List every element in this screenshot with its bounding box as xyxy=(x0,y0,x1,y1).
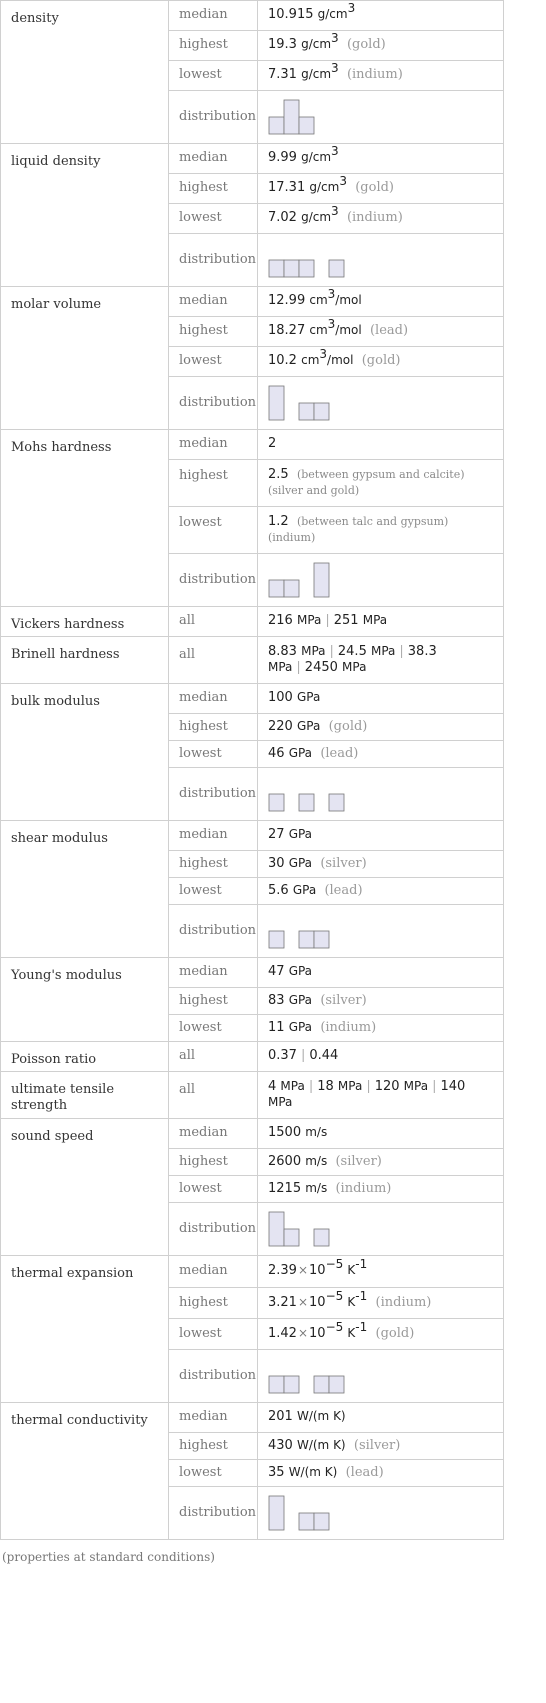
histogram-bar xyxy=(269,117,284,134)
value-cell: 19.3 $g/cm^3$ (gold) xyxy=(258,31,504,61)
histogram-bar xyxy=(314,1513,329,1530)
histogram-bar xyxy=(269,1496,284,1530)
value-cell: 1500 m/s xyxy=(258,1119,504,1149)
stat-label: distribution xyxy=(169,1487,258,1540)
stat-label: all xyxy=(169,637,258,684)
stat-label: highest xyxy=(169,174,258,204)
value-cell: 8.83 MPa | 24.5 MPa | 38.3 MPa | 2450 MPa xyxy=(258,637,504,684)
stat-label: highest xyxy=(169,317,258,347)
histogram-bar xyxy=(284,1376,299,1393)
value-cell: 83 GPa (silver) xyxy=(258,988,504,1015)
histogram-bar xyxy=(329,1376,344,1393)
stat-label: highest xyxy=(169,1149,258,1176)
value-cell: 5.6 GPa (lead) xyxy=(258,878,504,905)
value-cell: 47 GPa xyxy=(258,958,504,988)
stat-label: median xyxy=(169,430,258,460)
histogram-bar xyxy=(299,931,314,948)
histogram-bar xyxy=(284,260,299,277)
value-cell: $3.21\times 10^{-5}$ $K^{-1}$ (indium) xyxy=(258,1288,504,1319)
stat-label: median xyxy=(169,144,258,174)
property-label: molar volume xyxy=(1,287,169,430)
histogram-bar xyxy=(314,1376,329,1393)
stat-label: lowest xyxy=(169,1460,258,1487)
histogram-bar xyxy=(269,931,284,948)
value-cell: 1215 m/s (indium) xyxy=(258,1176,504,1203)
stat-label: distribution xyxy=(169,905,258,958)
stat-label: all xyxy=(169,1072,258,1119)
table-row xyxy=(1,1403,504,1433)
histogram-bar xyxy=(269,386,284,420)
value-cell: 430 W/(m K) (silver) xyxy=(258,1433,504,1460)
histogram-bar xyxy=(269,794,284,811)
histogram-bar xyxy=(314,1229,329,1246)
histogram-bar xyxy=(269,1212,284,1246)
distribution-cell xyxy=(258,1487,504,1540)
stat-label: highest xyxy=(169,31,258,61)
value-cell: 27 GPa xyxy=(258,821,504,851)
property-label: sound speed xyxy=(1,1119,169,1256)
stat-label: median xyxy=(169,1,258,31)
stat-label: distribution xyxy=(169,234,258,287)
histogram-bar xyxy=(329,794,344,811)
property-label: Poisson ratio xyxy=(1,1042,169,1072)
distribution-cell xyxy=(258,768,504,821)
value-cell: 35 W/(m K) (lead) xyxy=(258,1460,504,1487)
stat-label: highest xyxy=(169,1288,258,1319)
histogram-bar xyxy=(284,580,299,597)
distribution-histogram xyxy=(268,241,348,279)
value-cell: 100 GPa xyxy=(258,684,504,714)
table-row xyxy=(1,637,504,684)
stat-label: lowest xyxy=(169,741,258,768)
value-cell: $2.39\times 10^{-5}$ $K^{-1}$ xyxy=(258,1256,504,1288)
stat-label: lowest xyxy=(169,507,258,554)
value-cell: 1.2 (between talc and gypsum) (indium) xyxy=(258,507,504,554)
histogram-bar xyxy=(299,403,314,420)
property-label: thermal conductivity xyxy=(1,1403,169,1540)
distribution-histogram xyxy=(268,912,348,950)
histogram-bar xyxy=(314,403,329,420)
value-cell: 2 xyxy=(258,430,504,460)
property-label: Vickers hardness xyxy=(1,607,169,637)
stat-label: median xyxy=(169,287,258,317)
histogram-bar xyxy=(299,794,314,811)
stat-label: lowest xyxy=(169,878,258,905)
stat-label: distribution xyxy=(169,91,258,144)
value-cell: 46 GPa (lead) xyxy=(258,741,504,768)
value-cell: 30 GPa (silver) xyxy=(258,851,504,878)
value-cell: 2.5 (between gypsum and calcite) (silver and gold) xyxy=(258,460,504,507)
value-cell: 18.27 $cm^3$/mol (lead) xyxy=(258,317,504,347)
stat-label: median xyxy=(169,1256,258,1288)
distribution-cell xyxy=(258,234,504,287)
histogram-bar xyxy=(299,1513,314,1530)
value-cell: 2600 m/s (silver) xyxy=(258,1149,504,1176)
stat-label: median xyxy=(169,1403,258,1433)
table-row xyxy=(1,821,504,851)
stat-label: highest xyxy=(169,851,258,878)
value-cell: 10.2 $cm^3$/mol (gold) xyxy=(258,347,504,377)
table-row xyxy=(1,1119,504,1149)
histogram-bar xyxy=(269,260,284,277)
stat-label: median xyxy=(169,821,258,851)
histogram-bar xyxy=(314,563,329,597)
distribution-histogram xyxy=(268,98,348,136)
value-cell: 12.99 $cm^3$/mol xyxy=(258,287,504,317)
histogram-bar xyxy=(299,117,314,134)
value-cell: 4 MPa | 18 MPa | 120 MPa | 140 MPa xyxy=(258,1072,504,1119)
histogram-bar xyxy=(314,931,329,948)
stat-label: lowest xyxy=(169,1015,258,1042)
value-cell: $1.42\times 10^{-5}$ $K^{-1}$ (gold) xyxy=(258,1319,504,1350)
property-label: Brinell hardness xyxy=(1,637,169,684)
distribution-histogram xyxy=(268,1357,348,1395)
stat-label: highest xyxy=(169,1433,258,1460)
table-row xyxy=(1,684,504,714)
distribution-cell xyxy=(258,554,504,607)
distribution-histogram xyxy=(268,775,348,813)
distribution-cell xyxy=(258,91,504,144)
table-row xyxy=(1,144,504,174)
value-cell: 220 GPa (gold) xyxy=(258,714,504,741)
stat-label: distribution xyxy=(169,554,258,607)
property-label: ultimate tensile strength xyxy=(1,1072,169,1119)
stat-label: highest xyxy=(169,460,258,507)
stat-label: all xyxy=(169,1042,258,1072)
table-row xyxy=(1,607,504,637)
value-cell: 7.02 $g/cm^3$ (indium) xyxy=(258,204,504,234)
stat-label: all xyxy=(169,607,258,637)
stat-label: distribution xyxy=(169,377,258,430)
stat-label: distribution xyxy=(169,768,258,821)
stat-label: lowest xyxy=(169,204,258,234)
distribution-histogram xyxy=(268,384,348,422)
property-label: bulk modulus xyxy=(1,684,169,821)
value-cell: 11 GPa (indium) xyxy=(258,1015,504,1042)
distribution-histogram xyxy=(268,561,348,599)
value-cell: 0.37 | 0.44 xyxy=(258,1042,504,1072)
stat-label: median xyxy=(169,1119,258,1149)
distribution-cell xyxy=(258,1203,504,1256)
value-cell: 201 W/(m K) xyxy=(258,1403,504,1433)
table-row xyxy=(1,1256,504,1288)
table-row xyxy=(1,1042,504,1072)
property-label: shear modulus xyxy=(1,821,169,958)
stat-label: lowest xyxy=(169,347,258,377)
table-row xyxy=(1,958,504,988)
value-cell: 216 MPa | 251 MPa xyxy=(258,607,504,637)
histogram-bar xyxy=(269,580,284,597)
stat-label: distribution xyxy=(169,1203,258,1256)
table-row xyxy=(1,1,504,31)
property-label: density xyxy=(1,1,169,144)
table-row xyxy=(1,430,504,460)
distribution-cell xyxy=(258,905,504,958)
value-cell: 9.99 $g/cm^3$ xyxy=(258,144,504,174)
histogram-bar xyxy=(284,100,299,134)
property-label: Young's modulus xyxy=(1,958,169,1042)
distribution-cell xyxy=(258,1350,504,1403)
stat-label: median xyxy=(169,684,258,714)
table-row xyxy=(1,1072,504,1119)
histogram-bar xyxy=(329,260,344,277)
distribution-histogram xyxy=(268,1210,348,1248)
histogram-bar xyxy=(299,260,314,277)
stat-label: lowest xyxy=(169,1319,258,1350)
value-cell: 17.31 $g/cm^3$ (gold) xyxy=(258,174,504,204)
histogram-bar xyxy=(269,1376,284,1393)
property-label: Mohs hardness xyxy=(1,430,169,607)
distribution-histogram xyxy=(268,1494,348,1532)
footnote: (properties at standard conditions) xyxy=(2,1550,215,1564)
value-cell: 7.31 $g/cm^3$ (indium) xyxy=(258,61,504,91)
stat-label: highest xyxy=(169,714,258,741)
stat-label: distribution xyxy=(169,1350,258,1403)
distribution-cell xyxy=(258,377,504,430)
histogram-bar xyxy=(284,1229,299,1246)
value-cell: 10.915 $g/cm^3$ xyxy=(258,1,504,31)
stat-label: lowest xyxy=(169,1176,258,1203)
stat-label: median xyxy=(169,958,258,988)
table-row xyxy=(1,287,504,317)
stat-label: highest xyxy=(169,988,258,1015)
property-label: thermal expansion xyxy=(1,1256,169,1403)
stat-label: lowest xyxy=(169,61,258,91)
property-label: liquid density xyxy=(1,144,169,287)
